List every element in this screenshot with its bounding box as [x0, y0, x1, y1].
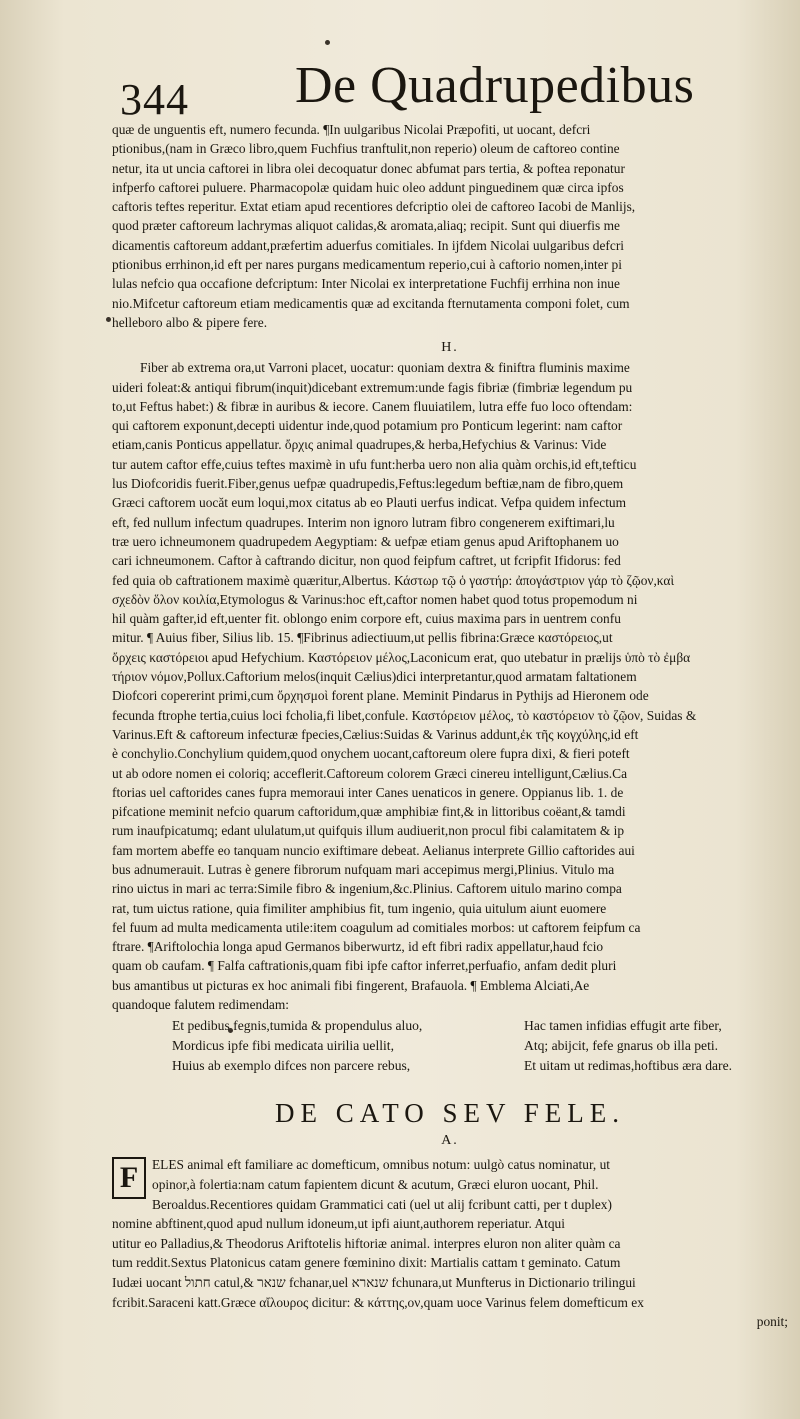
text-line: rino uictus in mari ac terra:Simile fibro & ingenium,&c.Plinius. Caftorem uitulo marino compa [112, 881, 622, 897]
text-line: opinor,à folertia:nam catum fapientem dicunt & acutum, Græci eluron uocant, Phil. [152, 1176, 599, 1192]
text-line: qui caftorem exponunt,decepti uidentur inde,quod potamium pro Ponticum legerint: nam caftor [112, 418, 623, 434]
paragraph-feles [112, 1155, 788, 1331]
text-line: Fiber ab extrema ora,ut Varroni placet, uocatur: quoniam dextra & finiftra fluminis maxime [140, 360, 630, 376]
verse-right: Hac tamen infidias effugit arte fiber, [524, 1018, 722, 1034]
verse-left: Huius ab exemplo difces non parcere rebus, [172, 1058, 411, 1074]
text-line: τήριον νόμον,Pollux.Caftorium melos(inquit Cælius)dici interpretantur,quod armatam faltationem [112, 669, 637, 685]
text-line: helleboro albo & pipere fere. [112, 314, 268, 330]
text-line: bus adnumerauit. Lutras è genere fibrorum nufquam mari accepimus mergi,Plinius. Vitulo ma [112, 861, 615, 877]
text-line: ptionibus errhinon,id eft per nares purgans medicamentum reperio,cui à caftorio nomen,inter pi [112, 257, 622, 273]
text-line: σχεδὸν ὅλον κοιλία,Etymologus & Varinus:hoc eft,caftor nomen habet quod totus propemodum ni [112, 591, 638, 607]
page-mark [106, 317, 111, 322]
text-line: træ uero ichneumonem quadrupedem Aegyptiam: & uefpæ etiam genus apud Ariftophanem uo [112, 533, 619, 549]
text-line: etiam,canis Ponticus appellatur. ὄρχις animal quadrupes,& herba,Hefychius & Varinus: Vide [112, 437, 607, 453]
text-line: utitur eo Palladius,& Theodorus Ariftotelis hiftoriæ animal. interpres eluron non aliter quàm ca [112, 1235, 621, 1251]
text-line: pifcatione meminit nefcio quarum caftoridum,quæ amphibiæ fint,& in littoribus coëant,& tamdi [112, 804, 626, 820]
verse-row [172, 1016, 788, 1036]
emblem-verse [172, 1016, 788, 1076]
section-title: DE CATO SEV FELE. [274, 1098, 626, 1129]
text-line: tur autem caftor effe,cuius teftes maximè in ufu funt:herba uero non alia quàm orchis,id eft,tefticu [112, 456, 637, 472]
text-line: nomine abftinent,quod apud nullum idoneum,ut ipfi aiunt,authorem reperiatur. Atqui [112, 1216, 565, 1232]
text-line: fam mortem abeffe eo tanquam nuncio exiftimare debeat. Aelianus interprete Gillio caftorides aui [112, 842, 635, 858]
text-line: Varinus.Eft & caftoreum infecturæ fpecies,Cælius:Suidas & Varinus addunt,ἐκ τῆς κογχύλης,id eft [112, 726, 639, 742]
text-line: Græci caftorem uocăt eum loqui,mox citatus ab eo Plauti uerfus indicat. Vefpa quidem infectum [112, 495, 627, 511]
verse-right: Et uitam ut redimas,hoftibus æra dare. [524, 1058, 733, 1074]
text-line: fed quia ob caftrationem maximè quæritur,Albertus. Κάστωρ τῷ ὁ γαστήρ: ἀπογάστριον γάρ τὸ ζῷον,καὶ [112, 572, 675, 588]
text-line: eft, fed nullum infectum quadrupes. Interim non ignoro lutram fibro congenerem exiftimari,lu [112, 514, 615, 530]
text-line: Beroaldus.Recentiores quidam Grammatici cati (uel ut alij fcribunt catti, per t duplex) [152, 1196, 612, 1212]
text-line: quæ de unguentis eft, numero fecunda. ¶In uulgaribus Nicolai Præpofiti, ut uocant, defcri [112, 122, 591, 137]
text-line: ut ab odore nomen ei coloriq; acceflerit.Caftoreum colorem Græci cinereu intelligunt,Cælius.Ca [112, 765, 628, 781]
text-line: cari ichneumonem. Caftor à caftrando dicitur, non quod feipfum caftret, ut fcripfit Ifidorus: fed [112, 553, 621, 569]
page-header [120, 56, 780, 126]
text-line: hil quàm gafter,id eft,uenter fit. oblongo enim corpore eft, cuius maxima pars in uentrem confu [112, 611, 621, 627]
text-line: quod præter caftoreum lachrymas aliquot calidas,& aromata,aliaq; recipit. Sunt qui diuerfis me [112, 218, 620, 234]
text-line: to,ut Feftus habet:) & fibræ in auribus & iecore. Canem fluuiatilem, lutra effe fuo loco oftendam: [112, 398, 633, 414]
text-line: ὄρχεις καστόρειοι apud Hefychium. Καστόρειον μέλος,Laconicum erat, quo utebatur in prælijs ὑπὸ τὸ ἐμβα [112, 649, 691, 665]
running-title: De Quadrupedibus [295, 57, 695, 114]
text-line: è conchylio.Conchylium quidem,quod onychem uocant,caftoreum olere fupra dixi, & fieri poteft [112, 746, 630, 762]
verse-left: Et pedibus fegnis,tumida & propendulus aluo, [172, 1018, 423, 1034]
page-body [112, 120, 788, 1332]
text-line: Diofcori copererint primi,cum ὄρχησμοὶ forent plane. Meminit Pindarus in Pythijs ad Hieronem ode [112, 688, 649, 704]
text-line: uideri foleat:& antiqui fibrum(inquit)dicebant extremum:unde fagis fibriæ (fimbriæ legendum pu [112, 379, 633, 395]
text-line: quandoque falutem redimendam: [112, 997, 289, 1013]
text-line: rat, tum uictus ratione, quia fimiliter amphibius fit, tum ingenio, quia uitulum aiunt euomere [112, 900, 607, 916]
text-line: Iudæi uocant חתול catul,& שנאר fchanar,uel שנארא fchunara,ut Munfterus in Dictionario trilingui [112, 1274, 636, 1290]
text-line: nio.Mifcetur caftoreum etiam medicamentis quæ ad excitanda fternutamenta componi folet, cum [112, 295, 630, 311]
text-line: ftorias uel caftorides canes fupra memoraui inter Canes uenaticos in genere. Oppianus lib. 1. de [112, 784, 624, 800]
page-mark [325, 40, 330, 45]
text-line: lulas nefcio qua occafione defcriptum: Inter Nicolai ex interpretatione Fuchfij errhina non inue [112, 276, 620, 292]
verse-row [172, 1056, 788, 1076]
text-line: ftrare. ¶Ariftolochia longa apud Germanos biberwurtz, id eft fibri radix appellatur,haud fcio [112, 939, 604, 955]
verse-right: Atq; abijcit, fefe gnarus ob illa peti. [524, 1038, 719, 1054]
text-line: ptionibus,(nam in Græco libro,quem Fuchfius tranftulit,non reperio) oleum de caftoreo contine [112, 141, 620, 157]
verse-left: Mordicus ipfe fibi medicata uirilia uellit, [172, 1038, 394, 1054]
section-letter-a: A. [441, 1133, 459, 1149]
drop-cap: F [112, 1157, 146, 1199]
text-line: caftoris teftes reperitur. Extat etiam apud recentiores defcriptio olei de caftoreo Iacobi de Manlijs, [112, 199, 636, 215]
text-line: quam ob caufam. ¶ Falfa caftrationis,quam fibi ipfe caftor inferret,perfuafio, anfam dedit pluri [112, 958, 617, 974]
text-line: bus amantibus ut picturas ex hoc animali fibi fingerent, Brafauola. ¶ Emblema Alciati,Ae [112, 977, 590, 993]
text-line: mitur. ¶ Auius fiber, Silius lib. 15. ¶Fibrinus adiectiuum,ut pellis fibrina:Græce καστόρειος,ut [112, 630, 613, 646]
page-number: 344 [120, 75, 189, 124]
text-line: rum inaufpicatumq; edant ululatum,ut quifquis illum audiuerit,non procul fibi calamitatem & ip [112, 823, 625, 839]
text-line: fecunda ftrophe tertia,cuius loci fcholia,fi libet,confule. Καστόρειον μέλος, τὸ καστόρειον τὸ ζῷον, Suidas & [112, 707, 697, 723]
text-line: ELES animal eft familiare ac domefticum, omnibus notum: uulgò catus nominatur, ut [152, 1157, 610, 1173]
paragraph-castoreum [112, 120, 788, 332]
text-line: tum reddit.Sextus Platonicus catam genere fœminino dixit: Martialis cattam t geminato. Catum [112, 1255, 621, 1271]
text-line: dicamentis caftoreum addant,præfertim aduerfus comitiales. In ijfdem Nicolai uulgaribus defcri [112, 237, 625, 253]
text-line: lus Diofcoridis fuerit.Fiber,genus uefpæ quadrupedis,Feftus:legedum beftiæ,nam de fibro,quem [112, 476, 624, 492]
text-line: ponit; [756, 1314, 788, 1330]
text-line: fcribit.Saraceni katt.Græce αἴλουρος dicitur: & κάττης,ον,quam uoce Varinus felem domefticum ex [112, 1294, 644, 1310]
section-letter-h: H. [441, 340, 459, 356]
paragraph-fiber [112, 358, 788, 1014]
text-line: netur, ita ut uncia caftorei in libra olei decoquatur donec abfumat pars tertia, & poftea reponatur [112, 160, 625, 176]
verse-row [172, 1036, 788, 1056]
text-line: infperfo caftorei puluere. Pharmacopolæ quidam huic oleo addunt pinguedinem quæ circa ipfos [112, 179, 624, 195]
text-line: fel fuum ad multa medicamenta utile:item coagulum ad comitiales morbos: ut caftorem feipfum ca [112, 919, 641, 935]
